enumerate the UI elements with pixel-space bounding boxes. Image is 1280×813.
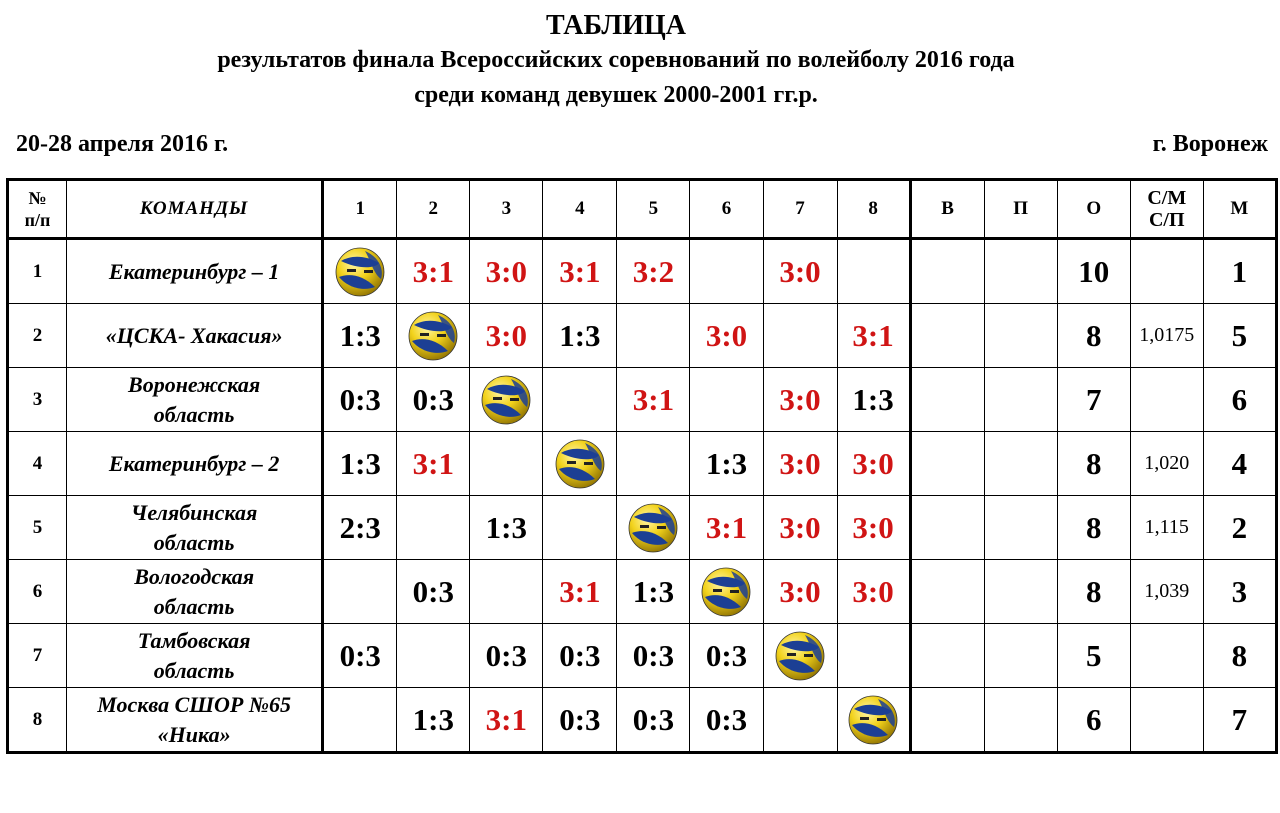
wins-cell bbox=[910, 368, 984, 432]
match-score bbox=[690, 239, 763, 304]
match-score bbox=[690, 368, 763, 432]
match-score: 0:3 bbox=[323, 368, 397, 432]
losses-cell bbox=[984, 432, 1057, 496]
match-score: 3:1 bbox=[470, 688, 543, 753]
wins-cell bbox=[910, 239, 984, 304]
match-score: 3:0 bbox=[470, 304, 543, 368]
team-name-line-1: Вологодская bbox=[134, 563, 255, 589]
row-number: 2 bbox=[8, 304, 67, 368]
header-place: М bbox=[1203, 180, 1276, 239]
points-cell: 10 bbox=[1057, 239, 1130, 304]
row-number: 4 bbox=[8, 432, 67, 496]
self-match-cell bbox=[543, 432, 617, 496]
match-score: 0:3 bbox=[617, 624, 690, 688]
header-opponent-3: 3 bbox=[470, 180, 543, 239]
row-number: 5 bbox=[8, 496, 67, 560]
match-score bbox=[470, 560, 543, 624]
losses-cell bbox=[984, 304, 1057, 368]
match-score: 3:1 bbox=[397, 239, 470, 304]
ratio-cell bbox=[1130, 624, 1203, 688]
self-match-cell bbox=[323, 239, 397, 304]
match-score: 0:3 bbox=[690, 624, 763, 688]
match-score: 1:3 bbox=[323, 432, 397, 496]
place-cell: 3 bbox=[1203, 560, 1276, 624]
losses-cell bbox=[984, 239, 1057, 304]
header-ratio bbox=[1130, 180, 1203, 239]
points-cell: 5 bbox=[1057, 624, 1130, 688]
self-match-cell bbox=[763, 624, 837, 688]
place-cell: 8 bbox=[1203, 624, 1276, 688]
match-score: 0:3 bbox=[690, 688, 763, 753]
volleyball-icon bbox=[543, 439, 616, 489]
page-title: ТАБЛИЦА bbox=[546, 10, 686, 41]
points-cell: 8 bbox=[1057, 432, 1130, 496]
match-score: 3:0 bbox=[763, 368, 837, 432]
match-score: 1:3 bbox=[837, 368, 910, 432]
self-match-cell bbox=[837, 688, 910, 753]
match-score bbox=[763, 688, 837, 753]
team-name-line-2: «Ника» bbox=[157, 721, 231, 747]
header-number bbox=[8, 180, 67, 239]
team-name-line-2: область bbox=[153, 593, 235, 619]
points-cell: 7 bbox=[1057, 368, 1130, 432]
points-cell: 8 bbox=[1057, 496, 1130, 560]
team-name bbox=[67, 304, 323, 368]
place-cell: 1 bbox=[1203, 239, 1276, 304]
header-number-line-1: № bbox=[28, 188, 47, 208]
match-score: 1:3 bbox=[543, 304, 617, 368]
header-number-line-2: п/п bbox=[24, 210, 51, 230]
match-score: 3:1 bbox=[543, 560, 617, 624]
match-score: 3:1 bbox=[837, 304, 910, 368]
volleyball-icon bbox=[324, 247, 396, 297]
team-name-line-2: область bbox=[153, 657, 235, 683]
place-cell: 2 bbox=[1203, 496, 1276, 560]
team-name bbox=[67, 560, 323, 624]
header-opponent-5: 5 bbox=[617, 180, 690, 239]
match-score bbox=[617, 304, 690, 368]
table-row bbox=[8, 368, 1277, 432]
team-name bbox=[67, 624, 323, 688]
header-ratio-line-1: С/М bbox=[1147, 187, 1187, 209]
match-score: 3:1 bbox=[617, 368, 690, 432]
header-opponent-8: 8 bbox=[837, 180, 910, 239]
team-name-line-1: Воронежская bbox=[128, 371, 261, 397]
header-points: О bbox=[1057, 180, 1130, 239]
team-name-line-1: Екатеринбург – 1 bbox=[108, 258, 280, 284]
team-name-line-1: Челябинская bbox=[130, 499, 258, 525]
header-opponent-2: 2 bbox=[397, 180, 470, 239]
volleyball-icon bbox=[838, 695, 909, 745]
table-row bbox=[8, 304, 1277, 368]
self-match-cell bbox=[470, 368, 543, 432]
ratio-cell: 1,115 bbox=[1130, 496, 1203, 560]
header-wins: В bbox=[910, 180, 984, 239]
row-number: 8 bbox=[8, 688, 67, 753]
match-score: 3:1 bbox=[397, 432, 470, 496]
team-name bbox=[67, 239, 323, 304]
ratio-cell: 1,020 bbox=[1130, 432, 1203, 496]
competition-dates: 20-28 апреля 2016 г. bbox=[16, 131, 229, 157]
match-score: 3:0 bbox=[763, 432, 837, 496]
row-number: 3 bbox=[8, 368, 67, 432]
team-name-line-1: «ЦСКА- Хакасия» bbox=[105, 322, 283, 348]
match-score: 0:3 bbox=[397, 560, 470, 624]
header-opponent-6: 6 bbox=[690, 180, 763, 239]
match-score bbox=[543, 496, 617, 560]
match-score: 0:3 bbox=[543, 624, 617, 688]
match-score: 3:0 bbox=[470, 239, 543, 304]
self-match-cell bbox=[690, 560, 763, 624]
team-name bbox=[67, 496, 323, 560]
losses-cell bbox=[984, 368, 1057, 432]
wins-cell bbox=[910, 560, 984, 624]
header-row bbox=[8, 180, 1277, 239]
losses-cell bbox=[984, 496, 1057, 560]
wins-cell bbox=[910, 624, 984, 688]
header-opponent-1: 1 bbox=[323, 180, 397, 239]
table-row bbox=[8, 239, 1277, 304]
team-name-line-1: Тамбовская bbox=[137, 627, 251, 653]
match-score: 3:1 bbox=[690, 496, 763, 560]
match-score bbox=[617, 432, 690, 496]
points-cell: 6 bbox=[1057, 688, 1130, 753]
losses-cell bbox=[984, 688, 1057, 753]
match-score: 2:3 bbox=[323, 496, 397, 560]
place-cell: 4 bbox=[1203, 432, 1276, 496]
match-score: 0:3 bbox=[397, 368, 470, 432]
header-opponent-7: 7 bbox=[763, 180, 837, 239]
match-score: 0:3 bbox=[617, 688, 690, 753]
match-score: 1:3 bbox=[470, 496, 543, 560]
row-number: 6 bbox=[8, 560, 67, 624]
results-body bbox=[8, 239, 1277, 753]
wins-cell bbox=[910, 304, 984, 368]
team-name-line-2: область bbox=[153, 529, 235, 555]
losses-cell bbox=[984, 560, 1057, 624]
volleyball-icon bbox=[764, 631, 837, 681]
match-score bbox=[763, 304, 837, 368]
self-match-cell bbox=[617, 496, 690, 560]
wins-cell bbox=[910, 688, 984, 753]
table-row bbox=[8, 624, 1277, 688]
ratio-cell bbox=[1130, 368, 1203, 432]
match-score: 1:3 bbox=[323, 304, 397, 368]
self-match-cell bbox=[397, 304, 470, 368]
match-score: 3:0 bbox=[690, 304, 763, 368]
table-row bbox=[8, 496, 1277, 560]
team-name-line-1: Екатеринбург – 2 bbox=[108, 450, 280, 476]
match-score bbox=[397, 496, 470, 560]
place-cell: 7 bbox=[1203, 688, 1276, 753]
team-name bbox=[67, 688, 323, 753]
match-score: 3:0 bbox=[763, 560, 837, 624]
team-name-line-1: Москва СШОР №65 bbox=[97, 691, 291, 717]
points-cell: 8 bbox=[1057, 560, 1130, 624]
volleyball-icon bbox=[690, 567, 762, 617]
match-score: 3:0 bbox=[763, 496, 837, 560]
ratio-cell bbox=[1130, 688, 1203, 753]
match-score bbox=[470, 432, 543, 496]
match-score bbox=[837, 624, 910, 688]
volleyball-icon bbox=[470, 375, 542, 425]
ratio-cell: 1,039 bbox=[1130, 560, 1203, 624]
table-row bbox=[8, 560, 1277, 624]
match-score bbox=[837, 239, 910, 304]
match-score: 3:0 bbox=[837, 432, 910, 496]
match-score: 1:3 bbox=[690, 432, 763, 496]
header-teams: КОМАНДЫ bbox=[67, 180, 323, 239]
match-score bbox=[323, 688, 397, 753]
match-score bbox=[397, 624, 470, 688]
header-ratio-line-2: С/П bbox=[1148, 209, 1185, 231]
match-score: 1:3 bbox=[617, 560, 690, 624]
match-score bbox=[543, 368, 617, 432]
match-score: 3:0 bbox=[837, 560, 910, 624]
header-opponent-4: 4 bbox=[543, 180, 617, 239]
wins-cell bbox=[910, 496, 984, 560]
match-score: 0:3 bbox=[323, 624, 397, 688]
page-subtitle-line-2: среди команд девушек 2000-2001 гг.р. bbox=[414, 82, 818, 108]
table-row bbox=[8, 688, 1277, 753]
match-score: 3:0 bbox=[837, 496, 910, 560]
header-losses: П bbox=[984, 180, 1057, 239]
team-name-line-2: область bbox=[153, 401, 235, 427]
match-score bbox=[323, 560, 397, 624]
points-cell: 8 bbox=[1057, 304, 1130, 368]
losses-cell bbox=[984, 624, 1057, 688]
results-table bbox=[6, 178, 1278, 754]
wins-cell bbox=[910, 432, 984, 496]
volleyball-icon bbox=[617, 503, 689, 553]
team-name bbox=[67, 432, 323, 496]
team-name bbox=[67, 368, 323, 432]
match-score: 3:2 bbox=[617, 239, 690, 304]
table-row bbox=[8, 432, 1277, 496]
match-score: 0:3 bbox=[543, 688, 617, 753]
place-cell: 5 bbox=[1203, 304, 1276, 368]
competition-city: г. Воронеж bbox=[1152, 131, 1268, 157]
ratio-cell: 1,0175 bbox=[1130, 304, 1203, 368]
row-number: 7 bbox=[8, 624, 67, 688]
place-cell: 6 bbox=[1203, 368, 1276, 432]
page-subtitle-line-1: результатов финала Всероссийских соревнований по волейболу 2016 года bbox=[217, 47, 1015, 73]
volleyball-icon bbox=[397, 311, 469, 361]
match-score: 0:3 bbox=[470, 624, 543, 688]
ratio-cell bbox=[1130, 239, 1203, 304]
row-number: 1 bbox=[8, 239, 67, 304]
match-score: 3:1 bbox=[543, 239, 617, 304]
match-score: 3:0 bbox=[763, 239, 837, 304]
match-score: 1:3 bbox=[397, 688, 470, 753]
